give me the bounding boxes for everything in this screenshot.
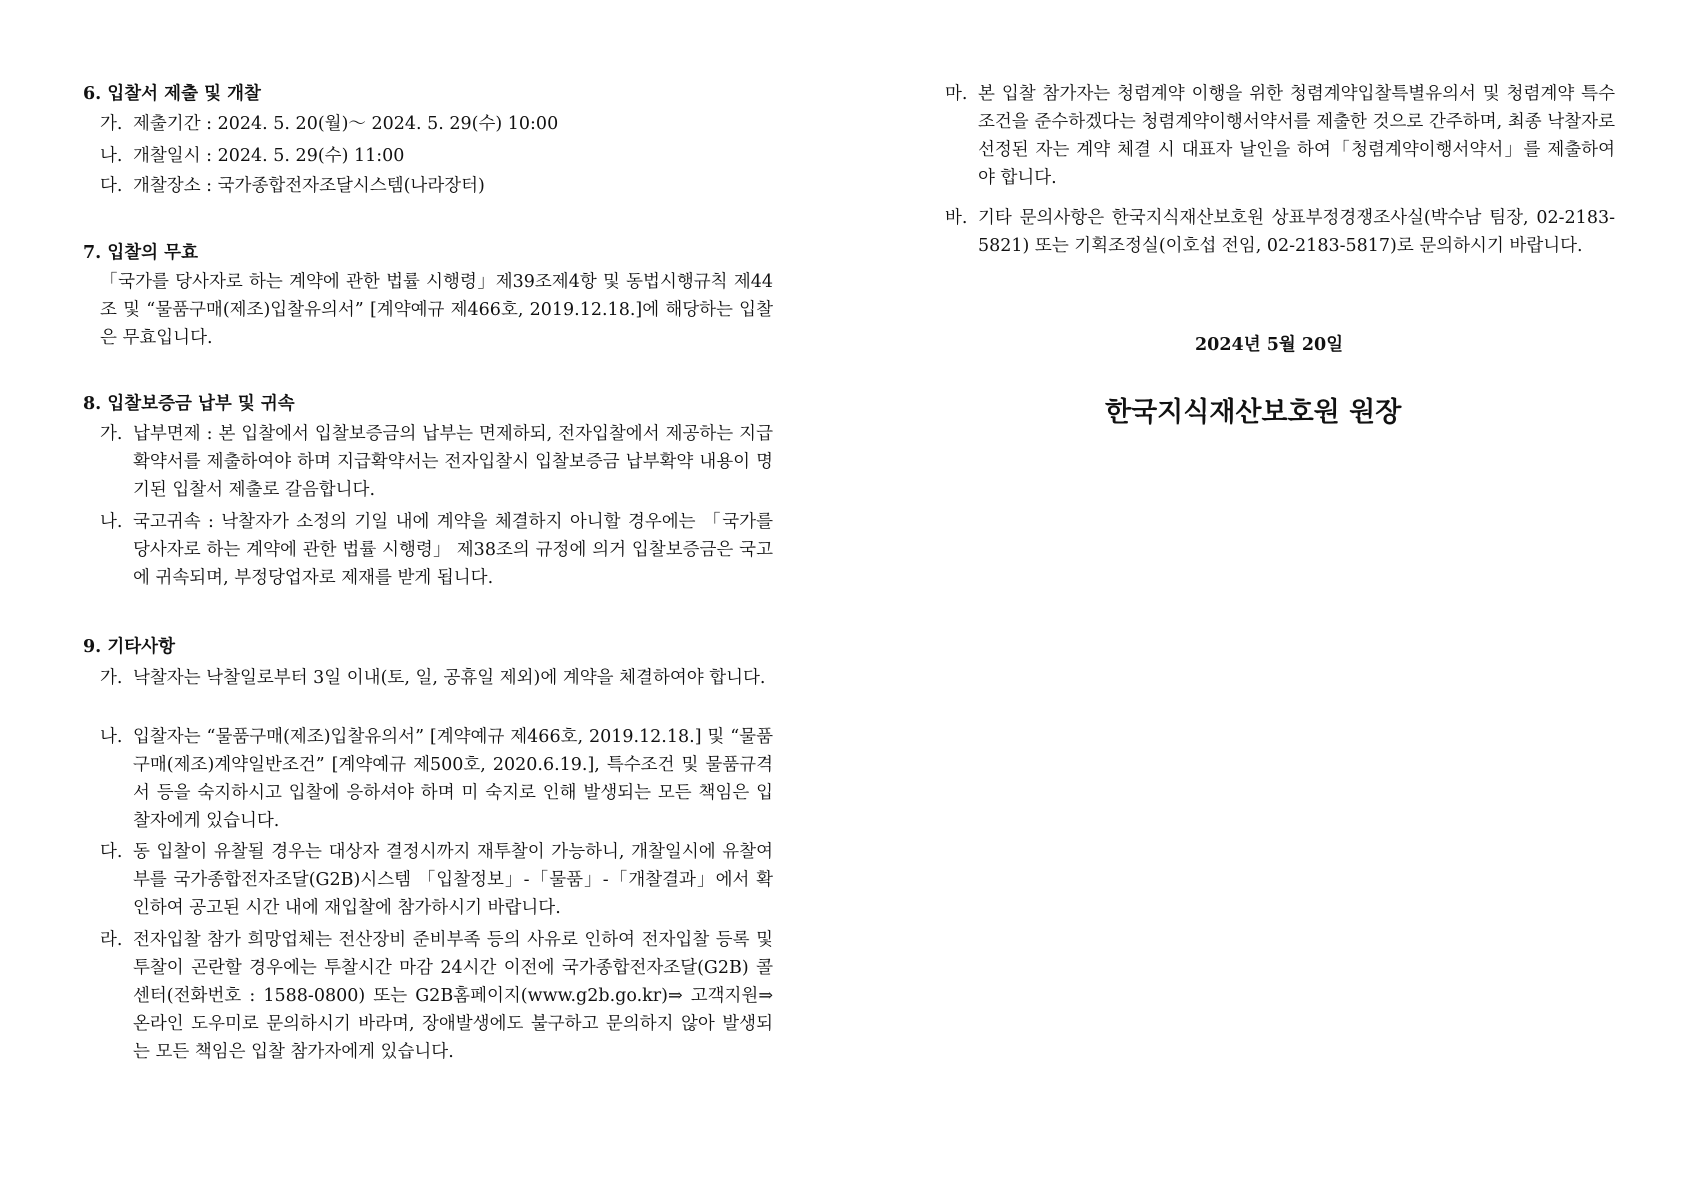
issuer-signature: 한국지식재산보호원 원장 bbox=[1105, 397, 1402, 428]
item-text: 납부면제 : 본 입찰에서 입찰보증금의 납부는 면제하되, 전자입찰에서 제공하는 지급확약서를 제출하여야 하며 지급확약서는 전자입찰시 입찰보증금 납부확약 내용이 명기된 입찰서 제출로 갈음합니다. bbox=[133, 424, 773, 500]
item-text: 국고귀속 : 낙찰자가 소정의 기일 내에 계약을 체결하지 아니할 경우에는 「국가를 당사자로 하는 계약에 관한 법률 시행령」 제38조의 규정에 의거 입찰보증금은 국고에 귀속되며, 부정당업자로 제재를 받게 됩니다. bbox=[133, 512, 773, 588]
item-marker: 나. bbox=[100, 512, 123, 532]
section-8-title: 8. 입찰보증금 납부 및 귀속 bbox=[83, 394, 295, 414]
item-text: 개찰일시 : 2024. 5. 29(수) 11:00 bbox=[133, 146, 405, 166]
item-text: 전자입찰 참가 희망업체는 전산장비 준비부족 등의 사유로 인하여 전자입찰 등록 및 투찰이 곤란할 경우에는 투찰시간 마감 24시간 이전에 국가종합전자조달(G2B) 콜센터(전화번호 : 1588-0800) 또는 G2B홈페이지(www.g2b.go.kr)⇒ 고객지원⇒온라인 도우미로 문의하시기 바라며, 장애발생에도 불구하고 문의하지 않아 발생되는 모든 책임은 입찰 참가자에게 있습니다. bbox=[133, 930, 773, 1062]
section-6-item-ga bbox=[100, 110, 773, 138]
section-9-item-ba bbox=[945, 204, 1615, 260]
item-text: 동 입찰이 유찰될 경우는 대상자 결정시까지 재투찰이 가능하니, 개찰일시에 유찰여부를 국가종합전자조달(G2B)시스템 「입찰정보」-「물품」-「개찰결과」에서 확인하여 공고된 시간 내에 재입찰에 참가하시기 바랍니다. bbox=[133, 842, 773, 918]
item-text: 낙찰자는 낙찰일로부터 3일 이내(토, 일, 공휴일 제외)에 계약을 체결하여야 합니다. bbox=[133, 668, 766, 688]
notice-date: 2024년 5월 20일 bbox=[1195, 335, 1344, 355]
item-marker: 다. bbox=[100, 842, 123, 862]
item-marker: 가. bbox=[100, 114, 123, 134]
section-7-body: 「국가를 당사자로 하는 계약에 관한 법률 시행령」제39조제4항 및 동법시행규칙 제44조 및 “물품구매(제조)입찰유의서” [계약예규 제466호, 2019.12.18.]에 해당하는 입찰은 무효입니다. bbox=[100, 272, 773, 348]
item-marker: 마. bbox=[945, 84, 968, 104]
section-6-item-da bbox=[100, 172, 773, 200]
item-marker: 다. bbox=[100, 176, 123, 196]
item-marker: 라. bbox=[100, 930, 123, 950]
item-text: 기타 문의사항은 한국지식재산보호원 상표부정경쟁조사실(박수남 팀장, 02-2183-5821) 또는 기획조정실(이호섭 전임, 02-2183-5817)로 문의하시기 바랍니다. bbox=[978, 208, 1615, 256]
item-marker: 나. bbox=[100, 146, 123, 166]
item-text: 본 입찰 참가자는 청렴계약 이행을 위한 청렴계약입찰특별유의서 및 청렴계약 특수조건을 준수하겠다는 청렴계약이행서약서를 제출한 것으로 간주하며, 최종 낙찰자로 선정된 자는 계약 체결 시 대표자 날인을 하여「청렴계약이행서약서」를 제출하여야 합니다. bbox=[978, 84, 1615, 188]
section-8-item-ga bbox=[100, 420, 773, 504]
section-9-item-ga bbox=[100, 664, 773, 692]
section-6-item-na bbox=[100, 142, 773, 170]
section-6-title: 6. 입찰서 제출 및 개찰 bbox=[83, 84, 261, 104]
item-text: 입찰자는 “물품구매(제조)입찰유의서” [계약예규 제466호, 2019.12.18.] 및 “물품구매(제조)계약일반조건” [계약예규 제500호, 2020.6.19.], 특수조건 및 물품규격서 등을 숙지하시고 입찰에 응하셔야 하며 미 숙지로 인해 발생되는 모든 책임은 입찰자에게 있습니다. bbox=[133, 727, 773, 831]
section-9-item-da bbox=[100, 838, 773, 922]
item-text: 개찰장소 : 국가종합전자조달시스템(나라장터) bbox=[133, 176, 485, 196]
section-9-title: 9. 기타사항 bbox=[83, 637, 175, 657]
section-9-item-ra bbox=[100, 926, 773, 1066]
item-text: 제출기간 : 2024. 5. 20(월)～ 2024. 5. 29(수) 10:00 bbox=[133, 114, 559, 134]
item-marker: 가. bbox=[100, 424, 123, 444]
section-9-item-ma bbox=[945, 80, 1615, 192]
section-9-item-na bbox=[100, 723, 773, 835]
item-marker: 바. bbox=[945, 208, 968, 228]
item-marker: 나. bbox=[100, 727, 123, 747]
section-8-item-na bbox=[100, 508, 773, 592]
item-marker: 가. bbox=[100, 668, 123, 688]
section-7-title: 7. 입찰의 무효 bbox=[83, 243, 198, 263]
